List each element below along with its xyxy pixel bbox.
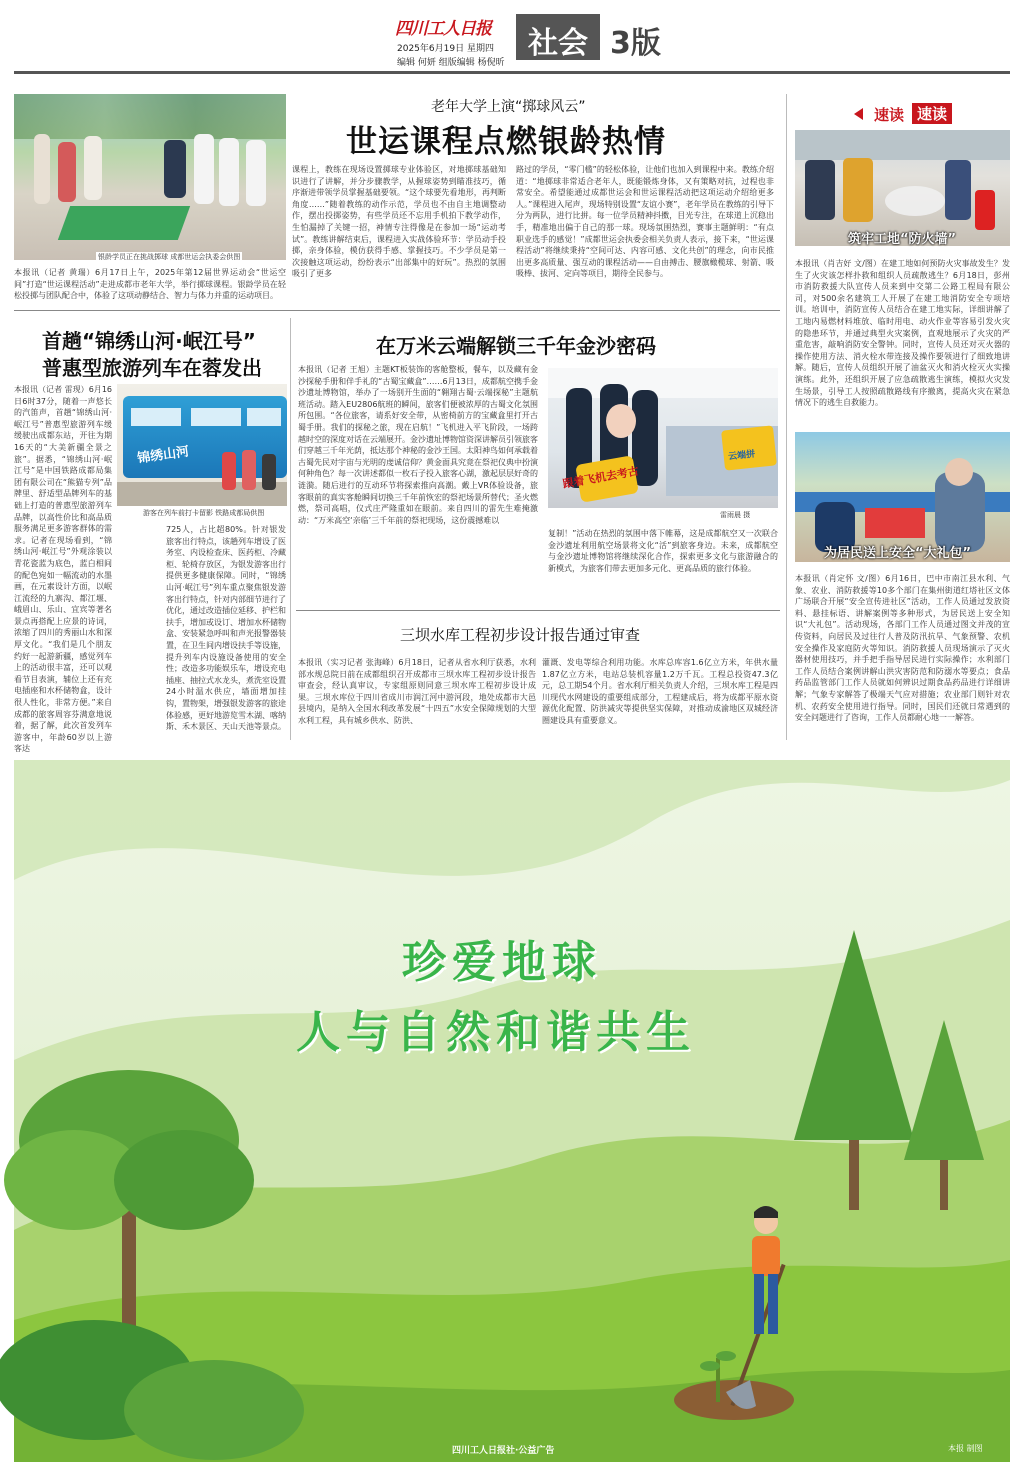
sidebar-label: 速读	[874, 106, 905, 124]
sidebar-text2: 本报讯（肖定怀 文/图）6月16日，巴中市南江县水利、气象、农业、消防救援等10多个部门在集州街道红塔社区文体广场联合开展“安全宣传进社区”活动，工作人员通过发放资料、悬挂标语、讲解案例等多种形式，为居民送上安全知识“大礼包”。活动现场，各部门工作人员通过图文并茂的宣传资料，向居民及过往行人普及防汛抗旱、气象预警、农机安全操作及家庭防火等知识。消防救援人员现场演示了灭火器材使用技巧，并手把手指导居民进行实际操作；水利部门工作人员结合案例讲解山洪灾害防范和防溺水等要点；食品药品监管部门工作人员就如何辨识过期食品药品进行详细讲解；气象专家解答了极端天气应对措施；农业部门则针对农机、农药安全使用进行指导。同时，国民们还就日常遇到的安全问题进行了咨询，工作人员都耐心地一一解答。	[795, 574, 1010, 723]
editors-line: 编辑 何妍 组版编辑 杨倪昕	[397, 58, 505, 68]
article1-photo	[14, 94, 286, 260]
public-service-ad	[14, 760, 1010, 1462]
sidebar-text1: 本报讯（肖吉好 文/图）在建工地如何预防火灾事故发生？发生了火灾该怎样扑救和组织人员疏散逃生？6月18日，彭州市消防救援大队宣传人员来到中交第二公路工程局有限公司，对500余名建筑工人开展了在建工地消防安全专项培训。培训中，消防宣传人员结合在建工地实际，详细讲解了工地内易燃材料堆放、临时用电、动火作业等容易引发火灾的隐患环节，并通过典型火灾案例，直观地展示了火灾的严重危害，敲响消防安全警钟。同时，宣传人员还对灭火器的操作使用方法、消火栓水带连接及操作要领进行了细致地讲解。随后，宣传人员组织开展了油盆灭火和消火栓灭火实操演练。此外，还组织开展了应急疏散逃生演练，模拟火灾发生场景，引导工人按照疏散路线有序撤离，提高火灾在紧急情况下的逃生自救能力。	[795, 259, 1010, 408]
ad-slogan-line2: 人与自然和谐共生	[296, 1007, 696, 1058]
article2-col1: 本报讯（记者 雷现）6月16日6时37分，随着一声悠长的汽笛声，首趟“锦绣山河·岷江号”普惠型旅游列车缓缓驶出成都东站，开往为期16天的“大美新疆全景之旅”。据悉，“锦绣山河·岷江号”是中国铁路成都局集团有限公司在“熊猫专列”品牌里、舒适型品牌列车的基础上打造的普惠型旅游列车品牌，以高性价比和高品质服务满足更多游客群体的需求。记者在现场看到，“锦绣山河·岷江号”外观涂装以青花瓷蓝为底色，蓝白相间的配色宛如一幅流动的水墨画，在元素设计方面，以岷江流经的九寨沟、都江堰、峨眉山、乐山、宜宾等著名景点再搭配上应景的诗词，浓缩了四川的秀丽山水和深厚文化。“我们是几个朋友约好一起游新疆，感觉列车上的活动很丰富，还可以观看节目表演，辅位上还有充电插座和水杯储物盒，设计很人性化，非常方便。”来自成都的旅客周容芬满意地说着，据了解，此次首发列车游客中，年龄60岁以上游客达	[14, 385, 112, 754]
sidebar-photo1-caption: 筑牢工地“防火墙”	[848, 232, 957, 247]
article2-col2: 725人，占比超80%。针对银发旅客出行特点，该趟列车增设了医务室、内设检查床、医药柜、冷藏柜、轮椅存放区，为银发游客出行提供更多健康保障。同时，“锦绣山河·岷江号”列车重点聚焦银发游客出行特点，针对内部细节进行了优化，通过改造插位延移、护栏和扶手，增加或设订、增加水杯储物盒、安装紧急呼叫和声光报警器装置，在卫生间内增设扶手等设施，提升列车内设施设备使用的安全性；改造多功能娱乐车，增设充电插座、抽拉式水龙头，煮洗室设置24小时温水供应，墙面增加挂钩，置物架，增强银发游客的旅途体验感，更好地游览雪木湖、喀纳斯、禾木景区、天山天池等景点。	[166, 525, 286, 732]
article1-rule	[14, 310, 780, 311]
sidebar-divider	[786, 94, 787, 740]
ad-slogan-line1: 珍爱地球	[402, 937, 602, 988]
article4-col2: 灌溉、发电等综合利用功能。水库总库容1.6亿立方米，年供水量1.87亿立方米，电站总装机容量1.2万千瓦。工程总投资47.3亿元，总工期54个月。省水利厅相关负责人介绍，三坝水库工程是四川现代水网建设的重要组成部分，工程建成后，将为成都平原水资源优化配置、防洪减灾等提供坚实保障，对推动成渝地区双城经济圈建设具有重要意义。	[542, 658, 778, 725]
article3-title: 在万米云端解锁三千年金沙密码	[376, 334, 656, 358]
article2-photo: 锦绣山河	[117, 384, 287, 506]
article2-photo-caption: 游客在列车前打卡留影 铁路成都局供图	[143, 509, 265, 517]
article2-title-line2: 普惠型旅游列车在蓉发出	[42, 356, 262, 380]
article1-col1: 本报讯（记者 黄瑞）6月17日上午，2025年第12届世界运动会“世运空间”打造“世运课程活动”走进成都市老年大学，举行掷球课程。银龄学员在轻松投掷与团队配合中，体验了这项动静结合、智力与体力并重的运动项目。	[14, 268, 286, 301]
article2-title-line1: 首趟“锦绣山河·岷江号”	[42, 329, 256, 353]
article4-title: 三坝水库工程初步设计报告通过审查	[400, 626, 641, 644]
article1-title: 世运课程点燃银龄热情	[346, 124, 666, 160]
sidebar-photo2-caption: 为居民送上安全“大礼包”	[824, 546, 972, 561]
issue-date: 2025年6月19日 星期四	[397, 44, 494, 54]
speaker-icon	[854, 108, 863, 120]
page-number: 3版	[610, 26, 661, 61]
article1-photo-caption: 银龄学员正在挑战掷球 成都世运会执委会供图	[98, 253, 241, 261]
newspaper-logo: 四川工人日报	[395, 19, 491, 39]
article3-sign-top: 跟着飞机去考古	[561, 464, 640, 491]
ad-footer-logo: 四川工人日报社·公益广告	[452, 1446, 555, 1456]
article1-col2: 课程上，教练在现场设置掷球专业体验区，对地掷球基础知识进行了讲解，并分步骤教学，从握球姿势到瞄准技巧，循序渐进带领学员掌握基础要领。“这个球要先看地形，再判断角度……”随着教练的动作示范，学员也不由自主地调整动作，摆出投掷姿势，有些学员还不忘用手机拍下教学动作，生怕漏掉了关键一招，神情专注得像是在参加一场“运动考试”。教练讲解结束后，课程进入实战体验环节：学员动手投掷，亲身体验，模仿获得手感、掌握技巧。不少学员是第一次接触这项运动，纷纷表示“出部集中的好玩”。热烈的氛围吸引了更多	[292, 165, 506, 279]
article3-sign-right: 云端拼	[727, 449, 756, 463]
article3-col2: 复制！”活动在热烈的氛围中落下帷幕，这是成都航空又一次联合金沙遗址利用航空场景将文化“活”到旅客身边。未来，成都航空与金沙遗址博物馆将继续深化合作，探索更多文化与旅游融合的新模式，为旅客们带去更加多元化、更高品质的旅行体验。	[548, 529, 778, 573]
masthead-rule	[14, 71, 1010, 74]
article3-col1: 本报讯（记者 王旭）主题KT板装饰的客舱整板，餐车，以及藏有金沙探秘手册和伴手礼的“古蜀宝藏盒”……6月13日，成都航空携手金沙遗址博物馆，举办了一场别开生面的“翱翔古蜀·云端探秘”主题航班活动。踏入EU2806航班的瞬间，旅客们便被浓厚的古蜀文化氛围所包围。“各位旅客，请系好安全带，从密椅前方的宝藏盒里打开古蜀手册。我们的探秘之旅，现在启航！”飞机进入平飞阶段，一场跨越时空的深度对话在云端展开。金沙遗址博物馆资深讲解员引领旅客们穿越三千年光荫，抵达那个神秘的金沙王国。太阳神鸟如何承载着古蜀先民对宇宙与光明的虔诚信仰？黄金面具究竟在祭祀仪典中扮演何种角色？每一次讲述都似一枚石子投入旅客心湖，激起层层好奇的涟漪。随后进行的互动环节将探索推向高潮。戴上VR体验设备，旅客眼前的真实客舱瞬间切换三千年前恢宏的祭祀场景所替代；圣火燃燃，祭司高唱，仪式庄严隆重如在眼前。来自四川的雷先生难掩激动：“万米高空‘亲临’三千年前的祭祀现场，这份震撼难以	[298, 365, 538, 525]
article1-kicker: 老年大学上演“掷球风云”	[431, 99, 586, 115]
article4-col1: 本报讯（实习记者 张海峰）6月18日，记者从省水利厅获悉，水利部水规总院日前在成都组织召开成都市三坝水库工程初步设计报告审查会，经认真审议，专家组原则同意三坝水库工程初步设计成果。三坝水库位于四川省成川市润江河中游河段，地处成都市大邑县境内，是纳入全国水利改革发展“十四五”水安全保障规划的大型水利工程，具有城乡供水、防洪、	[298, 658, 536, 725]
sidebar-label-box: 速读	[912, 103, 952, 124]
article3-photo	[548, 368, 778, 508]
ad-footer-credit: 本报 制图	[948, 1444, 983, 1453]
article1-col3: 路过的学员，“零门槛”的轻松体验，让他们也加入到课程中来。教练介绍道：“地掷球非常适合老年人，既能锻炼身体，又有策略对抗，过程也非常安全。希望能通过成都世运会和世运课程活动把这项运动介绍给更多人。”课程进入尾声，现场特别设置“友谊小赛”，老年学员在教练的引导下分为两队，进行比拼。每一位学员精神抖擞，目光专注，在球道上沉稳出手，精准地出偏于自己的那一球。现场氛围热烈，赛事主题鲜明：“有点职业选手的感觉！”成都世运会执委会相关负责人表示，接下来，“世运课程活动”将继续秉持“空间可达、内容可感、文化共创”的理念，向市民推出更多高质量、强互动的课程活动——自由搏击、腰旗橄榄球、射箭、吸吸棒、拔河、定向等项目，期待全民参与。	[516, 165, 774, 279]
section-name: 社会	[528, 26, 588, 61]
masthead	[0, 0, 1024, 75]
article3-photo-caption: 雷雨晨 摄	[720, 511, 751, 519]
article3-rule	[296, 610, 780, 611]
article2-divider	[290, 318, 291, 740]
